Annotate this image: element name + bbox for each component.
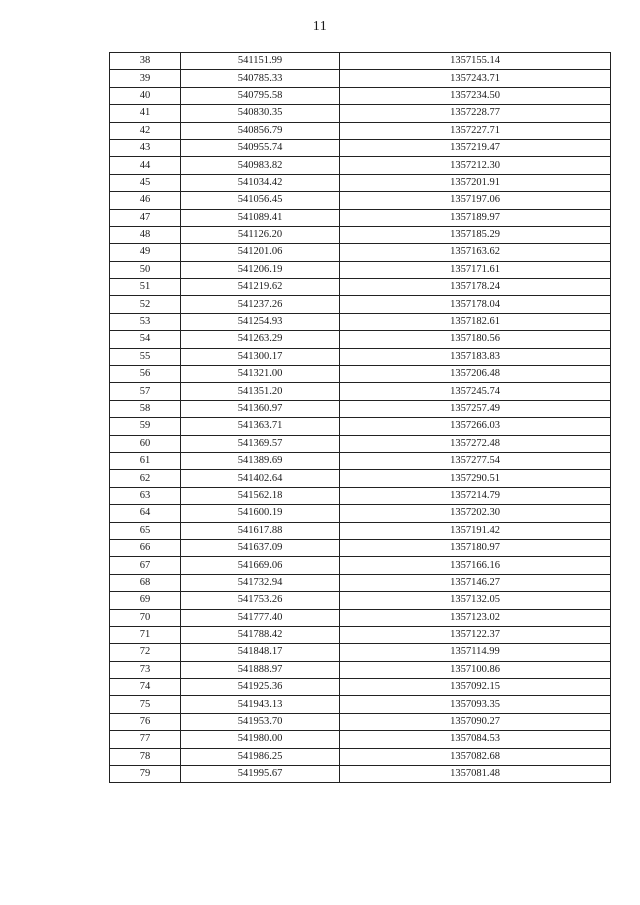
point-number-cell: 52 bbox=[110, 296, 181, 313]
y-coordinate-cell: 1357132.05 bbox=[340, 592, 611, 609]
y-coordinate-cell: 1357202.30 bbox=[340, 505, 611, 522]
point-number-cell: 47 bbox=[110, 209, 181, 226]
table-row bbox=[110, 296, 611, 313]
y-coordinate-cell: 1357100.86 bbox=[340, 661, 611, 678]
point-number-cell: 76 bbox=[110, 713, 181, 730]
y-coordinate-cell: 1357228.77 bbox=[340, 105, 611, 122]
y-coordinate-cell: 1357146.27 bbox=[340, 574, 611, 591]
point-number-cell: 57 bbox=[110, 383, 181, 400]
y-coordinate-cell: 1357227.71 bbox=[340, 122, 611, 139]
y-coordinate-cell: 1357122.37 bbox=[340, 626, 611, 643]
table-row bbox=[110, 122, 611, 139]
table-row bbox=[110, 522, 611, 539]
table-row bbox=[110, 748, 611, 765]
table-row bbox=[110, 105, 611, 122]
point-number-cell: 38 bbox=[110, 53, 181, 70]
x-coordinate-cell: 540785.33 bbox=[181, 70, 340, 87]
table-row bbox=[110, 557, 611, 574]
x-coordinate-cell: 541777.40 bbox=[181, 609, 340, 626]
point-number-cell: 63 bbox=[110, 487, 181, 504]
table-row bbox=[110, 644, 611, 661]
point-number-cell: 56 bbox=[110, 366, 181, 383]
x-coordinate-cell: 541732.94 bbox=[181, 574, 340, 591]
table-row bbox=[110, 139, 611, 156]
y-coordinate-cell: 1357182.61 bbox=[340, 313, 611, 330]
point-number-cell: 46 bbox=[110, 192, 181, 209]
table-row bbox=[110, 209, 611, 226]
table-row bbox=[110, 609, 611, 626]
x-coordinate-cell: 541637.09 bbox=[181, 539, 340, 556]
y-coordinate-cell: 1357185.29 bbox=[340, 226, 611, 243]
y-coordinate-cell: 1357243.71 bbox=[340, 70, 611, 87]
x-coordinate-cell: 541617.88 bbox=[181, 522, 340, 539]
point-number-cell: 79 bbox=[110, 766, 181, 783]
y-coordinate-cell: 1357163.62 bbox=[340, 244, 611, 261]
table-row bbox=[110, 661, 611, 678]
x-coordinate-cell: 541986.25 bbox=[181, 748, 340, 765]
table-row bbox=[110, 487, 611, 504]
point-number-cell: 72 bbox=[110, 644, 181, 661]
table-row bbox=[110, 696, 611, 713]
x-coordinate-cell: 541888.97 bbox=[181, 661, 340, 678]
point-number-cell: 73 bbox=[110, 661, 181, 678]
x-coordinate-cell: 541254.93 bbox=[181, 313, 340, 330]
table-row bbox=[110, 400, 611, 417]
point-number-cell: 65 bbox=[110, 522, 181, 539]
table-row bbox=[110, 539, 611, 556]
point-number-cell: 41 bbox=[110, 105, 181, 122]
y-coordinate-cell: 1357166.16 bbox=[340, 557, 611, 574]
y-coordinate-cell: 1357093.35 bbox=[340, 696, 611, 713]
x-coordinate-cell: 541360.97 bbox=[181, 400, 340, 417]
x-coordinate-cell: 541600.19 bbox=[181, 505, 340, 522]
x-coordinate-cell: 540830.35 bbox=[181, 105, 340, 122]
table-row bbox=[110, 626, 611, 643]
y-coordinate-cell: 1357201.91 bbox=[340, 174, 611, 191]
table-row bbox=[110, 279, 611, 296]
y-coordinate-cell: 1357090.27 bbox=[340, 713, 611, 730]
point-number-cell: 75 bbox=[110, 696, 181, 713]
y-coordinate-cell: 1357155.14 bbox=[340, 53, 611, 70]
point-number-cell: 39 bbox=[110, 70, 181, 87]
y-coordinate-cell: 1357191.42 bbox=[340, 522, 611, 539]
point-number-cell: 48 bbox=[110, 226, 181, 243]
y-coordinate-cell: 1357178.04 bbox=[340, 296, 611, 313]
table-row bbox=[110, 452, 611, 469]
point-number-cell: 78 bbox=[110, 748, 181, 765]
point-number-cell: 77 bbox=[110, 731, 181, 748]
coordinates-table-body bbox=[110, 53, 611, 783]
table-row bbox=[110, 731, 611, 748]
x-coordinate-cell: 541389.69 bbox=[181, 452, 340, 469]
x-coordinate-cell: 541363.71 bbox=[181, 418, 340, 435]
point-number-cell: 59 bbox=[110, 418, 181, 435]
x-coordinate-cell: 541848.17 bbox=[181, 644, 340, 661]
table-row bbox=[110, 679, 611, 696]
y-coordinate-cell: 1357084.53 bbox=[340, 731, 611, 748]
y-coordinate-cell: 1357272.48 bbox=[340, 435, 611, 452]
x-coordinate-cell: 540795.58 bbox=[181, 87, 340, 104]
x-coordinate-cell: 541980.00 bbox=[181, 731, 340, 748]
x-coordinate-cell: 541056.45 bbox=[181, 192, 340, 209]
x-coordinate-cell: 540856.79 bbox=[181, 122, 340, 139]
point-number-cell: 49 bbox=[110, 244, 181, 261]
point-number-cell: 45 bbox=[110, 174, 181, 191]
point-number-cell: 69 bbox=[110, 592, 181, 609]
x-coordinate-cell: 541321.00 bbox=[181, 366, 340, 383]
point-number-cell: 44 bbox=[110, 157, 181, 174]
table-row bbox=[110, 348, 611, 365]
y-coordinate-cell: 1357092.15 bbox=[340, 679, 611, 696]
x-coordinate-cell: 541126.20 bbox=[181, 226, 340, 243]
page-number: 11 bbox=[312, 19, 328, 34]
point-number-cell: 50 bbox=[110, 261, 181, 278]
x-coordinate-cell: 541263.29 bbox=[181, 331, 340, 348]
y-coordinate-cell: 1357197.06 bbox=[340, 192, 611, 209]
table-row bbox=[110, 366, 611, 383]
table-row bbox=[110, 226, 611, 243]
x-coordinate-cell: 541925.36 bbox=[181, 679, 340, 696]
y-coordinate-cell: 1357257.49 bbox=[340, 400, 611, 417]
point-number-cell: 74 bbox=[110, 679, 181, 696]
y-coordinate-cell: 1357219.47 bbox=[340, 139, 611, 156]
table-row bbox=[110, 244, 611, 261]
y-coordinate-cell: 1357180.56 bbox=[340, 331, 611, 348]
point-number-cell: 54 bbox=[110, 331, 181, 348]
y-coordinate-cell: 1357234.50 bbox=[340, 87, 611, 104]
table-row bbox=[110, 592, 611, 609]
table-row bbox=[110, 470, 611, 487]
table-row bbox=[110, 70, 611, 87]
x-coordinate-cell: 541219.62 bbox=[181, 279, 340, 296]
x-coordinate-cell: 540955.74 bbox=[181, 139, 340, 156]
y-coordinate-cell: 1357277.54 bbox=[340, 452, 611, 469]
y-coordinate-cell: 1357082.68 bbox=[340, 748, 611, 765]
point-number-cell: 51 bbox=[110, 279, 181, 296]
point-number-cell: 68 bbox=[110, 574, 181, 591]
point-number-cell: 42 bbox=[110, 122, 181, 139]
y-coordinate-cell: 1357081.48 bbox=[340, 766, 611, 783]
x-coordinate-cell: 541089.41 bbox=[181, 209, 340, 226]
x-coordinate-cell: 541237.26 bbox=[181, 296, 340, 313]
point-number-cell: 67 bbox=[110, 557, 181, 574]
table-row bbox=[110, 261, 611, 278]
y-coordinate-cell: 1357212.30 bbox=[340, 157, 611, 174]
table-row bbox=[110, 766, 611, 783]
point-number-cell: 43 bbox=[110, 139, 181, 156]
table-row bbox=[110, 383, 611, 400]
table-row bbox=[110, 574, 611, 591]
y-coordinate-cell: 1357114.99 bbox=[340, 644, 611, 661]
x-coordinate-cell: 541953.70 bbox=[181, 713, 340, 730]
y-coordinate-cell: 1357245.74 bbox=[340, 383, 611, 400]
table-row bbox=[110, 505, 611, 522]
table-row bbox=[110, 435, 611, 452]
point-number-cell: 64 bbox=[110, 505, 181, 522]
x-coordinate-cell: 541300.17 bbox=[181, 348, 340, 365]
x-coordinate-cell: 541201.06 bbox=[181, 244, 340, 261]
y-coordinate-cell: 1357183.83 bbox=[340, 348, 611, 365]
x-coordinate-cell: 541669.06 bbox=[181, 557, 340, 574]
table-row bbox=[110, 418, 611, 435]
x-coordinate-cell: 541151.99 bbox=[181, 53, 340, 70]
point-number-cell: 71 bbox=[110, 626, 181, 643]
x-coordinate-cell: 541562.18 bbox=[181, 487, 340, 504]
table-row bbox=[110, 87, 611, 104]
y-coordinate-cell: 1357266.03 bbox=[340, 418, 611, 435]
point-number-cell: 70 bbox=[110, 609, 181, 626]
point-number-cell: 66 bbox=[110, 539, 181, 556]
x-coordinate-cell: 541034.42 bbox=[181, 174, 340, 191]
x-coordinate-cell: 541995.67 bbox=[181, 766, 340, 783]
x-coordinate-cell: 541351.20 bbox=[181, 383, 340, 400]
point-number-cell: 61 bbox=[110, 452, 181, 469]
table-row bbox=[110, 174, 611, 191]
x-coordinate-cell: 541206.19 bbox=[181, 261, 340, 278]
x-coordinate-cell: 540983.82 bbox=[181, 157, 340, 174]
table-row bbox=[110, 157, 611, 174]
y-coordinate-cell: 1357123.02 bbox=[340, 609, 611, 626]
y-coordinate-cell: 1357178.24 bbox=[340, 279, 611, 296]
point-number-cell: 55 bbox=[110, 348, 181, 365]
point-number-cell: 58 bbox=[110, 400, 181, 417]
y-coordinate-cell: 1357180.97 bbox=[340, 539, 611, 556]
x-coordinate-cell: 541788.42 bbox=[181, 626, 340, 643]
y-coordinate-cell: 1357189.97 bbox=[340, 209, 611, 226]
x-coordinate-cell: 541753.26 bbox=[181, 592, 340, 609]
point-number-cell: 60 bbox=[110, 435, 181, 452]
y-coordinate-cell: 1357290.51 bbox=[340, 470, 611, 487]
point-number-cell: 62 bbox=[110, 470, 181, 487]
y-coordinate-cell: 1357171.61 bbox=[340, 261, 611, 278]
table-row bbox=[110, 331, 611, 348]
point-number-cell: 40 bbox=[110, 87, 181, 104]
y-coordinate-cell: 1357206.48 bbox=[340, 366, 611, 383]
x-coordinate-cell: 541369.57 bbox=[181, 435, 340, 452]
x-coordinate-cell: 541943.13 bbox=[181, 696, 340, 713]
y-coordinate-cell: 1357214.79 bbox=[340, 487, 611, 504]
x-coordinate-cell: 541402.64 bbox=[181, 470, 340, 487]
table-row bbox=[110, 313, 611, 330]
table-row bbox=[110, 192, 611, 209]
table-row bbox=[110, 53, 611, 70]
coordinates-table bbox=[109, 52, 611, 783]
table-row bbox=[110, 713, 611, 730]
point-number-cell: 53 bbox=[110, 313, 181, 330]
